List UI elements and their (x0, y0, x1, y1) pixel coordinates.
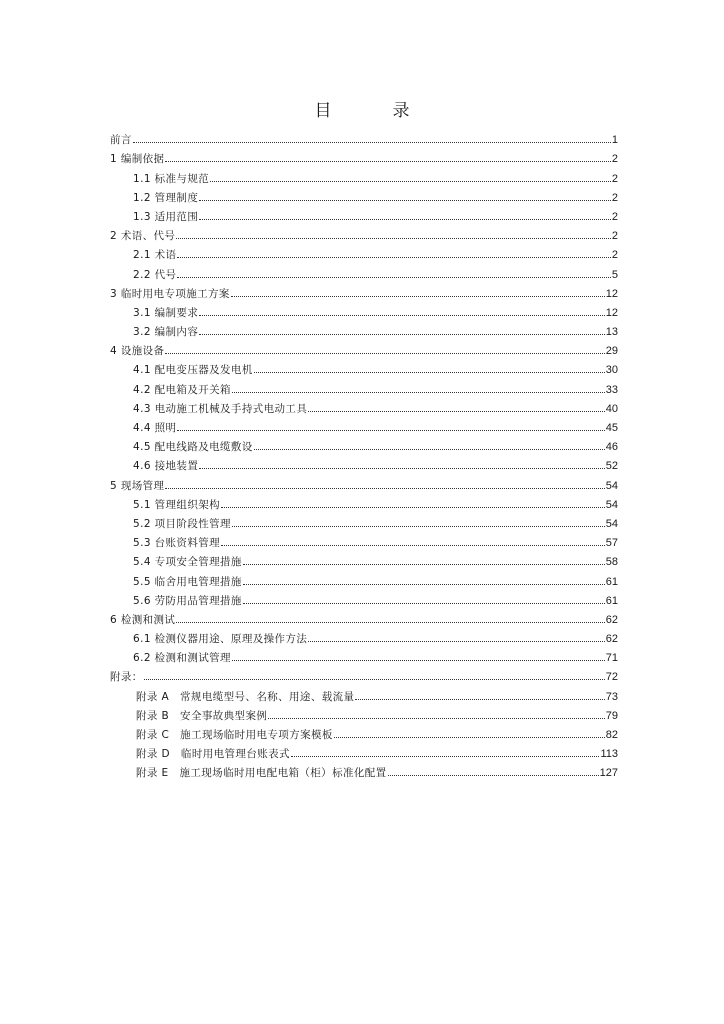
toc-entry-label: 附录 C 施工现场临时用电专项方案模板 (136, 729, 333, 741)
toc-entry-label: 6.1 检测仪器用途、原理及操作方法 (133, 633, 308, 646)
toc-entry-page-number: 54 (605, 498, 618, 511)
toc-entry-page-number: 2 (611, 249, 618, 262)
dot-leader (199, 333, 605, 335)
toc-entry[interactable] (110, 282, 618, 301)
dot-leader (176, 237, 611, 239)
dot-leader (177, 256, 610, 258)
toc-entry-page-number: 2 (611, 210, 618, 223)
toc-entry-page-number: 46 (605, 441, 618, 454)
toc-entry[interactable] (110, 493, 618, 512)
dot-leader (243, 602, 605, 604)
toc-entry[interactable] (110, 358, 618, 377)
toc-entry[interactable] (110, 243, 618, 262)
dot-leader (291, 755, 600, 757)
dot-leader (221, 544, 605, 546)
toc-entry-label: 4.4 照明 (133, 422, 177, 434)
toc-entry[interactable] (110, 166, 618, 185)
toc-entry[interactable] (110, 512, 618, 531)
toc-entry-label: 4.2 配电箱及开关箱 (133, 383, 231, 396)
toc-entry-page-number: 127 (599, 767, 618, 780)
toc-entry-label: 附录 E 施工现场临时用电配电箱（柜）标准化配置 (136, 767, 387, 780)
table-of-contents (110, 128, 618, 780)
toc-entry-label: 前言 (110, 134, 132, 147)
dot-leader (199, 199, 611, 201)
dot-leader (176, 621, 604, 623)
dot-leader (254, 371, 605, 373)
dot-leader (388, 774, 599, 776)
toc-entry-label: 5.2 项目阶段性管理 (133, 517, 231, 530)
toc-entry-label: 4.6 接地装置 (133, 460, 199, 473)
toc-entry[interactable] (110, 608, 618, 627)
dot-leader (355, 698, 604, 700)
toc-entry-page-number: 2 (611, 172, 618, 185)
dot-leader (165, 487, 604, 489)
toc-entry-page-number: 54 (605, 479, 618, 492)
toc-entry-label: 附录： (110, 671, 143, 684)
dot-leader (199, 218, 611, 220)
dot-leader (243, 583, 605, 585)
toc-entry-page-number: 54 (605, 517, 618, 530)
toc-entry[interactable] (110, 301, 618, 320)
toc-entry[interactable] (110, 684, 618, 703)
toc-entry-page-number: 30 (605, 364, 618, 377)
toc-entry-page-number: 5 (611, 268, 618, 281)
toc-entry-page-number: 2 (611, 191, 618, 204)
toc-entry[interactable] (110, 128, 618, 147)
toc-entry[interactable] (110, 205, 618, 224)
toc-entry-page-number: 29 (605, 345, 618, 358)
dot-leader (133, 141, 611, 143)
toc-entry[interactable] (110, 569, 618, 588)
toc-entry-page-number: 72 (605, 671, 618, 684)
dot-leader (268, 717, 605, 719)
toc-entry-label: 1.1 标准与规范 (133, 172, 210, 185)
toc-entry-page-number: 61 (605, 594, 618, 607)
toc-entry-label: 4.3 电动施工机械及手持式电动工具 (133, 402, 308, 415)
toc-entry-label: 4 设施设备 (110, 345, 165, 358)
dot-leader (308, 410, 605, 412)
dot-leader (165, 352, 604, 354)
dot-leader (243, 563, 605, 565)
toc-entry-label: 3.2 编制内容 (133, 326, 199, 339)
toc-entry-label: 附录 B 安全事故典型案例 (136, 709, 268, 722)
dot-leader (232, 525, 605, 527)
toc-entry-label: 5.3 台账资料管理 (133, 537, 221, 550)
toc-entry-page-number: 2 (611, 153, 618, 166)
toc-entry-page-number: 79 (605, 709, 618, 722)
dot-leader (254, 448, 605, 450)
toc-entry[interactable] (110, 435, 618, 454)
toc-entry-page-number: 57 (605, 537, 618, 550)
toc-entry[interactable] (110, 665, 618, 684)
toc-entry[interactable] (110, 339, 618, 358)
toc-entry-label: 6.2 检测和测试管理 (133, 652, 231, 665)
dot-leader (221, 506, 605, 508)
toc-entry-label: 2.2 代号 (133, 268, 177, 281)
toc-entry-page-number: 61 (605, 575, 618, 588)
toc-entry-page-number: 58 (605, 556, 618, 569)
toc-entry-label: 5.1 管理组织架构 (133, 498, 221, 511)
toc-entry-label: 3 临时用电专项施工方案 (110, 287, 230, 300)
toc-entry-page-number: 1 (611, 134, 618, 147)
toc-entry-label: 1.2 管理制度 (133, 191, 199, 204)
page-title: 目 录 (314, 101, 432, 121)
toc-entry[interactable] (110, 704, 618, 723)
toc-entry-label: 1.3 适用范围 (133, 210, 199, 223)
toc-entry[interactable] (110, 416, 618, 435)
toc-entry-label: 附录 A 常规电缆型号、名称、用途、载流量 (136, 690, 355, 703)
toc-entry[interactable] (110, 646, 618, 665)
dot-leader (177, 276, 610, 278)
toc-entry[interactable] (110, 224, 618, 243)
toc-entry-page-number: 73 (605, 690, 618, 703)
dot-leader (232, 659, 605, 661)
toc-entry-page-number: 12 (605, 306, 618, 319)
toc-entry-page-number: 71 (605, 652, 618, 665)
toc-entry-page-number: 62 (605, 613, 618, 626)
toc-entry-page-number: 12 (605, 287, 618, 300)
dot-leader (231, 295, 605, 297)
toc-entry-label: 3.1 编制要求 (133, 306, 199, 319)
dot-leader (144, 678, 605, 680)
toc-entry-label: 5.6 劳防用品管理措施 (133, 594, 242, 607)
toc-entry[interactable] (110, 742, 618, 761)
toc-entry[interactable] (110, 186, 618, 205)
toc-entry-label: 5.4 专项安全管理措施 (133, 556, 242, 569)
toc-entry-label: 2 术语、代号 (110, 230, 176, 243)
toc-entry[interactable] (110, 550, 618, 569)
dot-leader (210, 180, 611, 182)
dot-leader (308, 640, 605, 642)
toc-entry[interactable] (110, 589, 618, 608)
dot-leader (199, 467, 605, 469)
dot-leader (177, 429, 604, 431)
dot-leader (334, 736, 605, 738)
toc-entry-label: 5.5 临舍用电管理措施 (133, 575, 242, 588)
toc-entry-page-number: 82 (605, 729, 618, 741)
dot-leader (232, 391, 605, 393)
toc-entry-label: 4.1 配电变压器及发电机 (133, 364, 253, 377)
dot-leader (199, 314, 605, 316)
toc-entry[interactable] (110, 531, 618, 550)
toc-entry-page-number: 13 (605, 326, 618, 339)
toc-entry[interactable] (110, 473, 618, 492)
toc-entry[interactable] (110, 377, 618, 396)
toc-entry[interactable] (110, 761, 618, 780)
toc-entry-label: 4.5 配电线路及电缆敷设 (133, 441, 253, 454)
toc-entry[interactable] (110, 147, 618, 166)
toc-entry-page-number: 33 (605, 383, 618, 396)
toc-entry[interactable] (110, 262, 618, 281)
dot-leader (165, 160, 610, 162)
toc-entry-page-number: 2 (611, 230, 618, 243)
toc-entry-page-number: 52 (605, 460, 618, 473)
toc-entry-label: 2.1 术语 (133, 249, 177, 262)
toc-entry[interactable] (110, 454, 618, 473)
toc-entry-page-number: 45 (605, 422, 618, 434)
toc-entry[interactable] (110, 723, 618, 742)
toc-entry-page-number: 113 (600, 748, 618, 761)
toc-entry-label: 1 编制依据 (110, 153, 165, 166)
toc-entry[interactable] (110, 320, 618, 339)
toc-entry-label: 5 现场管理 (110, 479, 165, 492)
toc-entry-label: 附录 D 临时用电管理台账表式 (136, 748, 290, 761)
toc-entry[interactable] (110, 627, 618, 646)
toc-entry[interactable] (110, 397, 618, 416)
toc-entry-label: 6 检测和测试 (110, 613, 176, 626)
toc-entry-page-number: 62 (605, 633, 618, 646)
toc-entry-page-number: 40 (605, 402, 618, 415)
